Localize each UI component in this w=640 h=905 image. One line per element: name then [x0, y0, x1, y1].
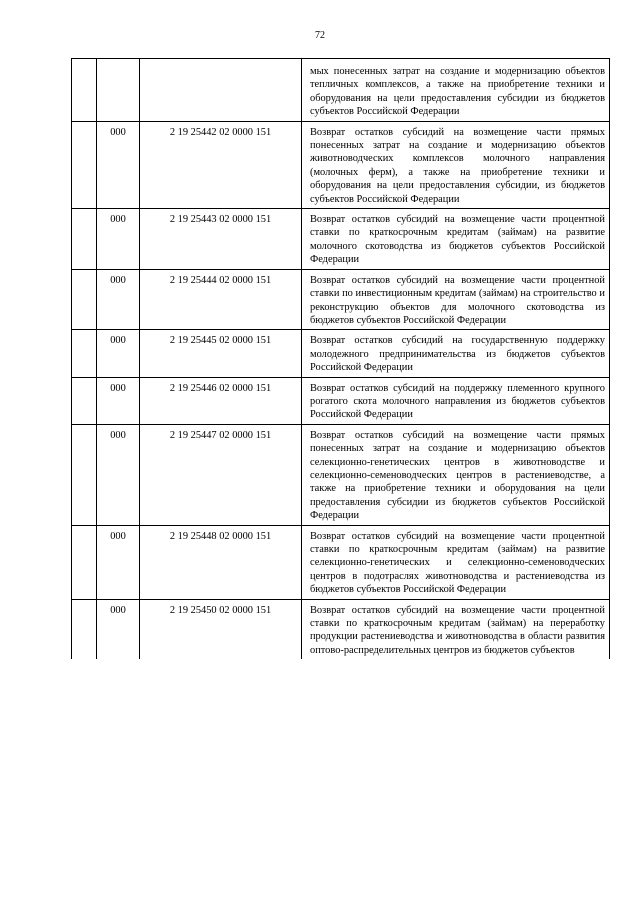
table-row — [72, 59, 610, 122]
budget-code-cell: 2 19 25450 02 0000 151 — [140, 599, 302, 659]
row-number-cell — [72, 121, 97, 208]
description-cell: Возврат остатков субсидий на возмещение части прямых понесенных затрат на создание и модернизацию объектов животноводческих комплексов молочного направления (молочных ферм), а также на приобретение техники и оборудования на цели предоставления субсидии, из бюджетов субъектов Российской Федерации — [302, 121, 610, 208]
admin-code-cell: 000 — [97, 525, 140, 599]
table-row — [72, 599, 610, 659]
description-cell: Возврат остатков субсидий на возмещение части процентной ставки по краткосрочным кредитам (займам) на развитие молочного скотоводства из бюджетов субъектов Российской Федерации — [302, 209, 610, 270]
row-number-cell — [72, 525, 97, 599]
table-row — [72, 121, 610, 208]
description-cell: мых понесенных затрат на создание и модернизацию объектов тепличных комплексов, а также на приобретение техники и оборудования на цели предоставления субсидии из бюджетов субъектов Российской Федерации — [302, 59, 610, 122]
row-number-cell — [72, 209, 97, 270]
description-cell: Возврат остатков субсидий на поддержку племенного крупного рогатого скота молочного направления из бюджетов субъектов Российской Федерации — [302, 377, 610, 424]
budget-code-cell: 2 19 25448 02 0000 151 — [140, 525, 302, 599]
admin-code-cell: 000 — [97, 377, 140, 424]
admin-code-cell — [97, 59, 140, 122]
admin-code-cell: 000 — [97, 121, 140, 208]
admin-code-cell: 000 — [97, 330, 140, 377]
budget-code-cell: 2 19 25447 02 0000 151 — [140, 424, 302, 525]
description-cell: Возврат остатков субсидий на возмещение части процентной ставки по краткосрочным кредитам (займам) на переработку продукции растениеводства и животноводства в области развития оптово-распределительных центров из бюджетов субъектов — [302, 599, 610, 659]
budget-code-cell: 2 19 25446 02 0000 151 — [140, 377, 302, 424]
table-row — [72, 269, 610, 330]
budget-code-cell — [140, 59, 302, 122]
budget-classification-table — [71, 58, 610, 659]
page-number: 72 — [315, 30, 325, 41]
row-number-cell — [72, 599, 97, 659]
table-row — [72, 330, 610, 377]
description-cell: Возврат остатков субсидий на государственную поддержку молодежного предпринимательства из бюджетов субъектов Российской Федерации — [302, 330, 610, 377]
description-cell: Возврат остатков субсидий на возмещение части процентной ставки по краткосрочным кредитам (займам) на развитие селекционно-генетических и селекционно-семеноводческих центров в подотраслях животноводства и растениеводства из бюджетов субъектов Российской Федерации — [302, 525, 610, 599]
table-row — [72, 209, 610, 270]
row-number-cell — [72, 330, 97, 377]
budget-code-cell: 2 19 25444 02 0000 151 — [140, 269, 302, 330]
admin-code-cell: 000 — [97, 269, 140, 330]
admin-code-cell: 000 — [97, 209, 140, 270]
budget-code-cell: 2 19 25445 02 0000 151 — [140, 330, 302, 377]
row-number-cell — [72, 424, 97, 525]
budget-code-cell: 2 19 25442 02 0000 151 — [140, 121, 302, 208]
row-number-cell — [72, 59, 97, 122]
row-number-cell — [72, 377, 97, 424]
budget-code-cell: 2 19 25443 02 0000 151 — [140, 209, 302, 270]
table-row — [72, 377, 610, 424]
description-cell: Возврат остатков субсидий на возмещение части прямых понесенных затрат на создание и модернизацию объектов селекционно-генетических центров в животноводстве и селекционно-семеноводческих центров в растениеводстве, а также на приобретение техники и оборудования на цели предоставления субсидии из бюджетов субъектов Российской Федерации — [302, 424, 610, 525]
admin-code-cell: 000 — [97, 424, 140, 525]
table-row — [72, 424, 610, 525]
table-row — [72, 525, 610, 599]
description-cell: Возврат остатков субсидий на возмещение части процентной ставки по инвестиционным кредитам (займам) на строительство и реконструкцию объектов для молочного скотоводства из бюджетов субъектов Российской Федерации — [302, 269, 610, 330]
row-number-cell — [72, 269, 97, 330]
admin-code-cell: 000 — [97, 599, 140, 659]
